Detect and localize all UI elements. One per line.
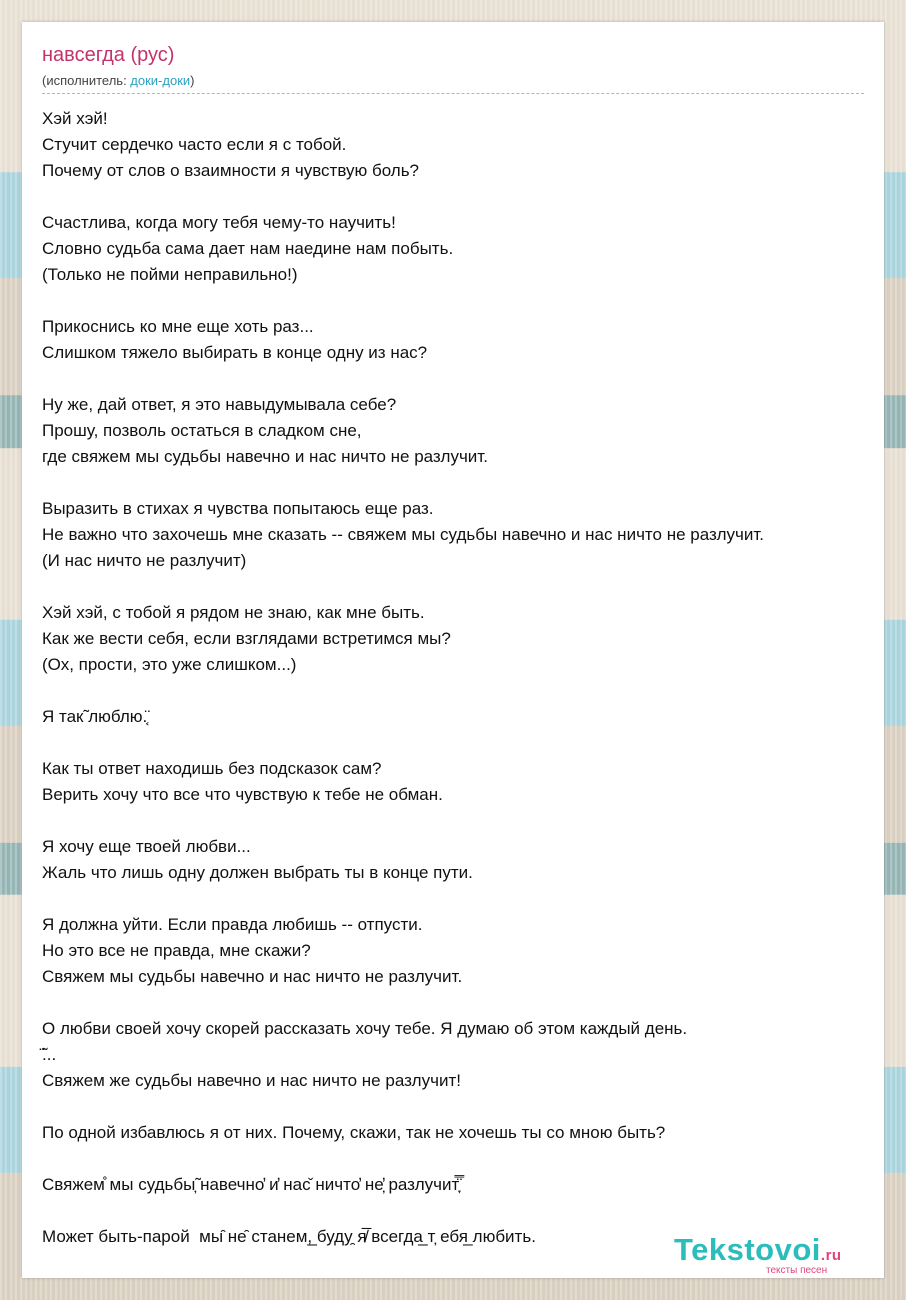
lyric-line: Почему от слов о взаимности я чувствую боль?: [42, 161, 420, 180]
lyric-line: где свяжем мы судьбы навечно и нас ничто не разлучит.: [42, 447, 488, 466]
lyric-line: По одной избавлюсь я от них. Почему, скажи, так не хочешь ты со мною быть?: [42, 1123, 666, 1142]
lyric-line: Хэй хэй, с тобой я рядом не знаю, как мне быть.: [42, 603, 425, 622]
lyric-line: Хэй хэй!: [42, 109, 108, 128]
lyric-line: Свяжем мы судьбы навечно и нас ничто не разлучит.: [42, 967, 463, 986]
logo-name: Tekstovoi: [674, 1232, 821, 1267]
lyric-line: Словно судьба сама дает нам наедине нам побыть.: [42, 239, 454, 258]
lyric-line: Ну же, дай ответ, я это навыдумывала себе?: [42, 395, 397, 414]
lyric-line: Прикоснись ко мне еще хоть раз...: [42, 317, 314, 336]
logo-wordmark: [674, 1232, 842, 1268]
lyric-line: Я хочу еще твоей любви...: [42, 837, 251, 856]
lyric-line: Жаль что лишь одну должен выбрать ты в конце пути.: [42, 863, 473, 882]
lyric-line: Свяжем же судьбы навечно и нас ничто не разлучит!: [42, 1071, 461, 1090]
lyric-line: Прошу, позволь остаться в сладком сне,: [42, 421, 362, 440]
lyric-line: Свяжем̊ мы судьбы̦̃ навечно̓ и̓ нас̌ ничто̓ не̦̓ разлучит̞̿̈: [42, 1175, 460, 1194]
lyric-line: О любви своей хочу скорей рассказать хочу тебе. Я думаю об этом каждый день.: [42, 1019, 688, 1038]
lyric-line: (И нас ничто не разлучит): [42, 551, 247, 570]
performer-line: [42, 73, 195, 88]
lyric-line: Стучит сердечко часто если я с тобой.: [42, 135, 347, 154]
lyric-line: ̃̈...: [42, 1045, 57, 1064]
lyrics-page: [22, 22, 884, 1278]
lyric-line: Выразить в стихах я чувства попытаюсь еще раз.: [42, 499, 434, 518]
performer-link[interactable]: доки-доки: [130, 73, 191, 88]
lyric-line: Не важно что захочешь мне сказать -- свяжем мы судьбы навечно и нас ничто не разлучит.: [42, 525, 764, 544]
site-logo[interactable]: [674, 1232, 884, 1278]
lyric-line: Как же вести себя, если взглядами встретимся мы?: [42, 629, 451, 648]
performer-prefix: (исполнитель:: [42, 73, 131, 88]
lyric-line: Но это все не правда, мне скажи?: [42, 941, 311, 960]
lyric-line: (Только не пойми неправильно!): [42, 265, 298, 284]
performer-suffix: ): [190, 73, 195, 88]
logo-tagline: тексты песен: [766, 1265, 828, 1276]
lyric-line: Может быть-парой мы̑ не̑ станем,̲ буду̯ я̸̅ всегда̲ т̦ ебя̲ любить.: [42, 1227, 536, 1246]
lyric-line: Счастлива, когда могу тебя чему-то научить!: [42, 213, 396, 232]
lyric-line: Я так̃ люблю.͔̈: [42, 707, 148, 726]
lyric-line: Я должна уйти. Если правда любишь -- отпусти.: [42, 915, 423, 934]
song-title: навсегда (рус): [42, 44, 175, 66]
lyrics-text: [42, 106, 906, 1250]
lyric-line: (Ох, прости, это уже слишком...): [42, 655, 297, 674]
title-divider: [42, 93, 864, 94]
lyric-line: Слишком тяжело выбирать в конце одну из нас?: [42, 343, 428, 362]
logo-tld: .ru: [820, 1247, 842, 1264]
lyric-line: Верить хочу что все что чувствую к тебе не обман.: [42, 785, 443, 804]
lyric-line: Как ты ответ находишь без подсказок сам?: [42, 759, 382, 778]
